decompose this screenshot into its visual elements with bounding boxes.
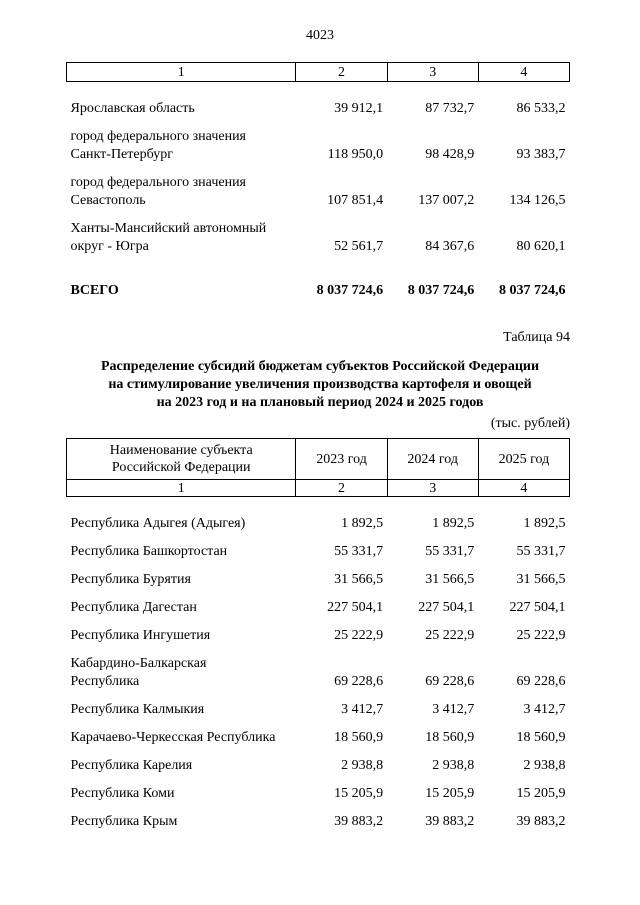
page-number: 4023 [306,28,334,43]
table-row [67,561,570,589]
value-2024: 15 205,9 [425,786,475,801]
value-2024: 31 566,5 [425,572,475,587]
value-2025: 1 892,5 [523,516,566,531]
value-2024: 18 560,9 [425,730,475,745]
table-row [67,118,570,164]
table-title-line: на стимулирование увеличения производства картофеля и овощей [108,377,532,392]
value-2024: 1 892,5 [432,516,475,531]
total-2024: 8 037 724,6 [407,283,475,298]
column-number: 2 [296,480,387,497]
value-2024: 87 732,7 [425,101,475,116]
table-title-line: на 2023 год и на плановый период 2024 и 2025 годов [156,395,484,410]
region-name: Ярославская область [70,101,195,116]
value-2025: 80 620,1 [516,239,566,254]
value-2024: 84 367,6 [425,239,475,254]
units-label: (тыс. рублей) [490,416,570,431]
table-row [67,589,570,617]
column-number: 4 [478,480,569,497]
value-2023: 2 938,8 [341,758,384,773]
header-2024: 2024 год [387,439,478,480]
value-2024: 137 007,2 [418,193,475,208]
value-2024: 69 228,6 [425,674,475,689]
value-2023: 39 912,1 [334,101,384,116]
column-number: 2 [296,63,387,82]
table-row [67,210,570,256]
table-title [0,358,640,412]
region-name: Республика Адыгея (Адыгея) [70,516,246,531]
value-2025: 69 228,6 [516,674,566,689]
column-number: 3 [387,480,478,497]
value-2023: 15 205,9 [334,786,384,801]
table-row [67,803,570,831]
column-number-row [67,63,570,82]
value-2023: 3 412,7 [341,702,384,717]
total-2023: 8 037 724,6 [316,283,384,298]
value-2025: 55 331,7 [516,544,566,559]
value-2023: 25 222,9 [334,628,384,643]
value-2025: 227 504,1 [509,600,566,615]
region-name: Республика Бурятия [70,572,191,587]
column-number: 3 [387,63,478,82]
table-row [67,617,570,645]
value-2025: 86 533,2 [516,101,566,116]
region-name: Республика Калмыкия [70,702,205,717]
table-row [67,533,570,561]
region-name: Карачаево-Черкесская Республика [70,730,276,745]
value-2024: 3 412,7 [432,702,475,717]
region-name: Республика Коми [70,786,175,801]
total-2025: 8 037 724,6 [499,283,566,298]
region-name: Республика Башкортостан [70,544,228,559]
region-name: Республика Ингушетия [70,628,211,643]
value-2024: 25 222,9 [425,628,475,643]
total-row [67,256,570,300]
value-2023: 18 560,9 [334,730,384,745]
region-name: Ханты-Мансийский автономный округ - Югра [70,221,267,254]
value-2025: 2 938,8 [523,758,566,773]
column-number-row [67,480,570,497]
subsidy-table [66,438,570,831]
table-caption: Таблица 94 [503,330,570,345]
value-2025: 31 566,5 [516,572,566,587]
value-2023: 118 950,0 [327,147,384,162]
region-name: город федерального значения Санкт-Петербург [70,129,246,162]
value-2025: 93 383,7 [516,147,566,162]
value-2024: 227 504,1 [418,600,475,615]
subsidy-table-continuation [66,62,570,300]
total-label: ВСЕГО [70,283,119,298]
region-name: Республика Крым [70,814,178,829]
table-row [67,719,570,747]
value-2024: 98 428,9 [425,147,475,162]
table-row [67,82,570,119]
table-title-line: Распределение субсидий бюджетам субъектов Российской Федерации [100,359,540,374]
region-name: Республика Дагестан [70,600,197,615]
header-region-name: Наименование субъекта Российской Федерации [67,439,296,480]
value-2023: 55 331,7 [334,544,384,559]
value-2024: 55 331,7 [425,544,475,559]
value-2024: 39 883,2 [425,814,475,829]
header-row [67,439,570,480]
table-row [67,691,570,719]
value-2023: 227 504,1 [327,600,384,615]
table-row [67,775,570,803]
table-row [67,645,570,691]
value-2025: 39 883,2 [516,814,566,829]
value-2023: 52 561,7 [334,239,384,254]
value-2025: 25 222,9 [516,628,566,643]
value-2023: 1 892,5 [341,516,384,531]
column-number: 1 [67,480,296,497]
value-2023: 39 883,2 [334,814,384,829]
region-name: Республика Карелия [70,758,193,773]
value-2024: 2 938,8 [432,758,475,773]
value-2025: 3 412,7 [523,702,566,717]
value-2025: 134 126,5 [509,193,566,208]
table-row [67,164,570,210]
value-2023: 107 851,4 [327,193,384,208]
header-2025: 2025 год [478,439,569,480]
value-2025: 18 560,9 [516,730,566,745]
value-2023: 69 228,6 [334,674,384,689]
table-row [67,747,570,775]
column-number: 1 [67,63,296,82]
value-2025: 15 205,9 [516,786,566,801]
table-row [67,497,570,534]
value-2023: 31 566,5 [334,572,384,587]
column-number: 4 [478,63,569,82]
header-2023: 2023 год [296,439,387,480]
region-name: город федерального значения Севастополь [70,175,246,208]
region-name: Кабардино-Балкарская Республика [70,656,207,689]
